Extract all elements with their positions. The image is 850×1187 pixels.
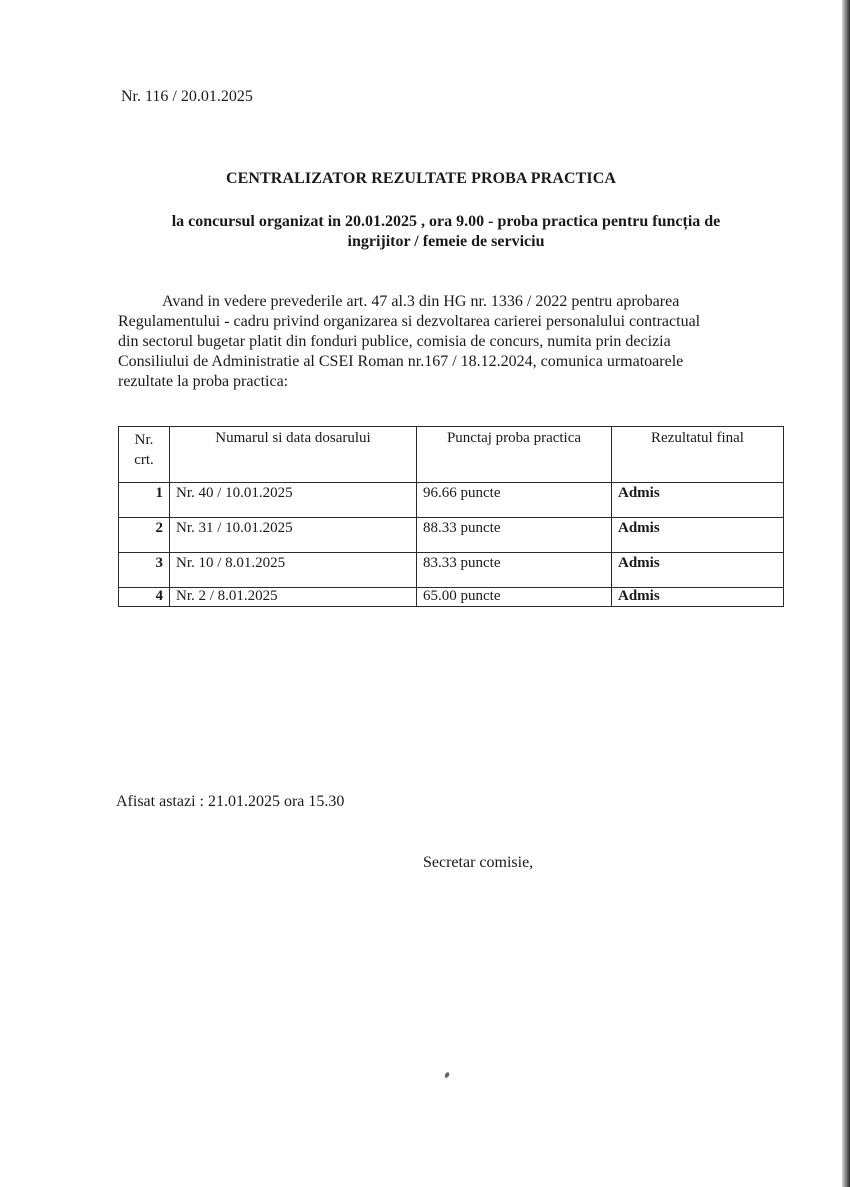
- table-row: [119, 483, 784, 518]
- posted-date: Afisat astazi : 21.01.2025 ora 15.30: [116, 793, 345, 810]
- row-rezultat: Admis: [612, 553, 784, 588]
- header-punctaj: Punctaj proba practica: [417, 427, 612, 483]
- header-nr-line-2: crt.: [134, 452, 154, 468]
- header-nr-crt: [119, 427, 170, 483]
- document-number: Nr. 116 / 20.01.2025: [121, 88, 253, 105]
- row-nr: 4: [119, 588, 170, 607]
- results-table: [118, 426, 784, 607]
- row-punctaj: 83.33 puncte: [417, 553, 612, 588]
- table-row: [119, 588, 784, 607]
- row-nr: 3: [119, 553, 170, 588]
- subtitle-line-2: ingrijitor / femeie de serviciu: [347, 233, 545, 250]
- intro-line-5: rezultate la proba practica:: [118, 373, 289, 390]
- row-punctaj: 88.33 puncte: [417, 518, 612, 553]
- table-row: [119, 518, 784, 553]
- row-dosar: Nr. 10 / 8.01.2025: [170, 553, 417, 588]
- row-nr: 2: [119, 518, 170, 553]
- row-dosar: Nr. 2 / 8.01.2025: [170, 588, 417, 607]
- header-rezultat: Rezultatul final: [612, 427, 784, 483]
- intro-line-3: din sectorul bugetar platit din fonduri publice, comisia de concurs, numita prin decizia: [118, 333, 671, 350]
- row-rezultat: Admis: [612, 483, 784, 518]
- row-rezultat: Admis: [612, 588, 784, 607]
- header-dosar: Numarul si data dosarului: [170, 427, 417, 483]
- scan-speck: [444, 1071, 450, 1078]
- row-nr: 1: [119, 483, 170, 518]
- row-dosar: Nr. 40 / 10.01.2025: [170, 483, 417, 518]
- document-title: CENTRALIZATOR REZULTATE PROBA PRACTICA: [225, 170, 617, 187]
- intro-line-4: Consiliului de Administratie al CSEI Roman nr.167 / 18.12.2024, comunica urmatoarele: [118, 353, 684, 370]
- intro-line-2: Regulamentului - cadru privind organizarea si dezvoltarea carierei personalului contractual: [118, 313, 701, 330]
- table-row: [119, 553, 784, 588]
- table-header-row: [119, 427, 784, 483]
- row-punctaj: 65.00 puncte: [417, 588, 612, 607]
- intro-paragraph: [118, 292, 758, 392]
- header-nr-line-1: Nr.: [134, 432, 154, 448]
- secretary-signature-label: Secretar comisie,: [423, 854, 534, 871]
- subtitle-line-1: la concursul organizat in 20.01.2025 , ora 9.00 - proba practica pentru funcția de: [171, 213, 721, 230]
- row-dosar: Nr. 31 / 10.01.2025: [170, 518, 417, 553]
- document-subtitle: [140, 212, 752, 252]
- row-punctaj: 96.66 puncte: [417, 483, 612, 518]
- scan-edge-shadow: [842, 0, 850, 1187]
- row-rezultat: Admis: [612, 518, 784, 553]
- intro-line-1: Avand in vedere prevederile art. 47 al.3 din HG nr. 1336 / 2022 pentru aprobarea: [162, 293, 680, 310]
